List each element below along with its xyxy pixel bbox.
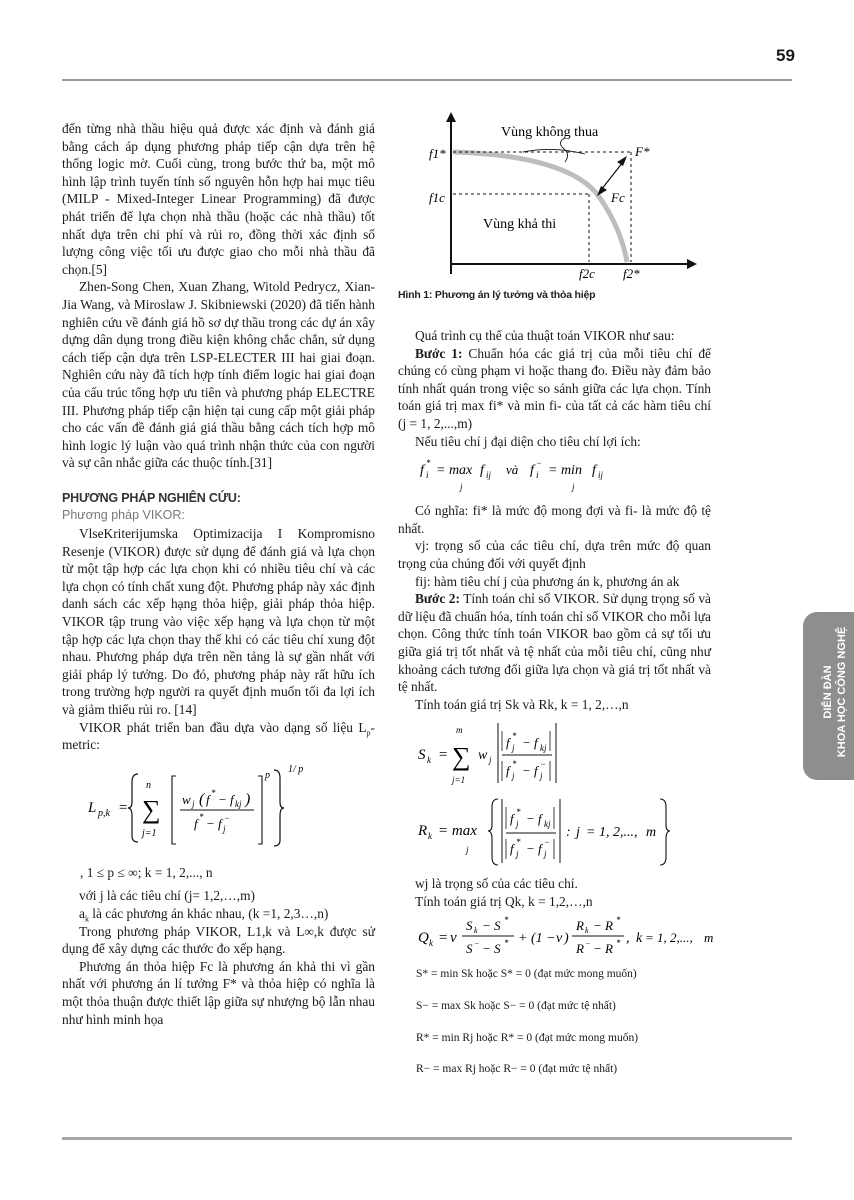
svg-text:(: ( (199, 790, 205, 808)
svg-text:1/ p: 1/ p (288, 763, 304, 775)
svg-text:*: * (211, 787, 216, 798)
svg-text:p,k: p,k (98, 807, 110, 819)
svg-text:*: * (516, 837, 521, 848)
svg-text:*: * (512, 731, 517, 742)
svg-text:= 1, 2,...,: = 1, 2,..., (586, 825, 638, 841)
left-paragraph-3: VlseKriterijumska Optimizacija I Kompromisno Resenje (VIKOR) được sử dụng để đánh giá và lựa chọn từ một tập hợp các lựa chọn khi có nhiều tiêu chí và các lựa chọn có tính chất xung đột. Phương pháp này xác định danh sách các xếp hạng thỏa hiệp, giải pháp thỏa hiệp. VIKOR tập trung vào việc xếp hạng và lựa chọn từ một tập hợp các lựa chọn thay thế khi có các tiêu chí xung đột nhau. Phương pháp dựa trên nền tảng là sự gần nhất với giải pháp lý tưởng. Do đó, phương pháp này rất hữu ích trong trường hợp người ra quyết định muốn tối đa lợi ích và giảm thiểu rủi ro. [14] (62, 526, 375, 717)
svg-text:w: w (182, 791, 191, 807)
svg-text:k: k (585, 926, 589, 936)
svg-text:−: − (526, 841, 535, 857)
svg-text:*: * (504, 916, 509, 926)
svg-text:L: L (88, 799, 97, 816)
side-tab-line-1: DIỄN ĐÀN (822, 665, 834, 719)
q-formula-svg (416, 916, 716, 960)
svg-text:j: j (192, 798, 195, 809)
left-paragraph-5: Trong phương pháp VIKOR, L1,k và L∞,k được sử dụng để xây dựng các thước đo xếp hạng. (62, 923, 375, 957)
s-formula-svg (416, 719, 656, 789)
svg-text:j: j (512, 743, 515, 754)
svg-text:v: v (556, 931, 563, 947)
svg-text:−: − (544, 837, 551, 848)
left-paragraph-1: đến từng nhà thầu hiệu quả được xác định và đánh giá bằng cách áp dụng phương pháp tiếp cận dựa trên hệ thống logic mờ. Cuối cùng, trong bước thứ ba, một mô hình lập trình tuyến tính số nguyên hỗn hợp hai mục tiêu (MILP - Mixed-Integer Linear Programming) đã được phát triển để lựa chọn nhà thầu (hoặc các nhà thầu) tốt nhất dựa trên chi phí và rủi ro, đồng thời xác định số lượng công việc tối ưu được giao cho mỗi nhà thầu đã chọn.[5] (62, 121, 375, 277)
svg-text:f: f (592, 463, 596, 479)
svg-text:f: f (530, 463, 534, 479)
svg-text:=: = (438, 930, 449, 947)
svg-text:f: f (538, 841, 542, 857)
svg-text:−: − (540, 759, 547, 770)
criteria-definition: với j là các tiêu chí (j= 1,2,…,m) (79, 888, 256, 904)
svg-text:k: k (428, 831, 432, 842)
svg-text:m: m (646, 825, 657, 841)
side-section-tab (803, 612, 854, 780)
svg-text:): ) (564, 931, 569, 947)
svg-text:f: f (218, 815, 222, 831)
label-feasible-region: Vùng khả thi (483, 217, 557, 232)
svg-text:w: w (478, 748, 488, 764)
side-tab-line-2: KHOA HỌC CÔNG NGHỆ (836, 626, 848, 758)
svg-text:n: n (146, 779, 151, 791)
svg-text:j=1: j=1 (452, 775, 466, 786)
right-column (398, 327, 714, 1081)
svg-text:j: j (223, 823, 226, 834)
left-column (62, 120, 375, 1028)
svg-text:= min: = min (548, 463, 582, 479)
svg-text:+ (1 −: + (1 − (518, 931, 556, 947)
svg-text:j: j (512, 771, 515, 782)
s-minus-definition: S− = max Sk hoặc S− = 0 (đạt mức tệ nhất) (416, 1000, 616, 1013)
lp-metric-formula (62, 760, 375, 856)
svg-text:v: v (450, 930, 457, 947)
lp-metric-svg (84, 760, 364, 856)
svg-text:f: f (194, 815, 198, 831)
svg-text:k: k (429, 938, 433, 949)
svg-text:*: * (199, 811, 204, 822)
svg-text:ij: ij (486, 470, 492, 481)
svg-text:−: − (474, 939, 480, 949)
r-star-definition: R* = min Rj hoặc R* = 0 (đạt mức mong muốn) (416, 1031, 639, 1044)
svg-text:S: S (466, 941, 473, 957)
criterion-function-note: fij: hàm tiêu chí j của phương án k, phương án ak (415, 573, 680, 589)
svg-text:f: f (480, 463, 484, 479)
svg-text:*: * (426, 458, 431, 469)
weight-definition: wj là trọng số của các tiêu chí. (415, 876, 578, 892)
label-f1-c: f1c (429, 190, 445, 205)
svg-text:j: j (516, 819, 519, 830)
svg-text:m: m (456, 725, 463, 736)
svg-text:Q: Q (418, 930, 429, 947)
svg-text:R: R (418, 823, 428, 840)
page-number: 59 (776, 46, 795, 65)
svg-text:j: j (466, 845, 469, 856)
benefit-criteria-note: Nếu tiêu chí j đại diện cho tiêu chí lợi ích: (415, 433, 641, 449)
figure-caption: Hình 1: Phương án lý tưởng và thỏa hiệp (398, 289, 596, 301)
svg-text:= 1, 2,...,: = 1, 2,..., (645, 930, 693, 946)
svg-text:k: k (636, 931, 643, 947)
svg-text:*: * (616, 938, 621, 949)
label-non-dominated: Vùng không thua (501, 125, 599, 140)
r-formula (398, 795, 711, 869)
compute-s-r: Tính toán giá trị Sk và Rk, k = 1, 2,…,n (415, 696, 629, 712)
svg-text:j: j (516, 849, 519, 860)
svg-text:j: j (460, 482, 463, 493)
svg-text:− R: − R (593, 941, 613, 957)
svg-text:j: j (540, 771, 543, 782)
svg-text:S: S (466, 918, 473, 934)
svg-text::: : (566, 825, 571, 841)
svg-text:f: f (534, 763, 538, 779)
svg-text:−: − (536, 458, 543, 469)
label-f1-star: f1* (429, 146, 446, 161)
svg-text:= max: = max (438, 823, 477, 840)
top-rule (62, 79, 792, 81)
label-f2-c: f2c (579, 266, 595, 281)
svg-text:kj: kj (544, 819, 551, 830)
svg-text:f: f (420, 463, 424, 479)
r-minus-definition: R− = max Rj hoặc R− = 0 (đạt mức tệ nhất) (416, 1063, 618, 1076)
svg-text:−: − (526, 811, 535, 827)
svg-text:−: − (224, 812, 231, 823)
svg-text:f: f (506, 763, 510, 779)
svg-text:i: i (536, 470, 539, 481)
svg-text:− S: − S (482, 941, 501, 957)
svg-text:ij: ij (598, 470, 604, 481)
lp-condition: , 1 ≤ p ≤ ∞; k = 1, 2,..., n (80, 864, 213, 880)
meaning-note: Có nghĩa: fi* là mức độ mong đợi và fi- là mức độ tệ nhất. (398, 503, 711, 536)
ideal-values-svg (418, 456, 678, 496)
svg-text:): ) (245, 790, 251, 808)
svg-text:kj: kj (235, 798, 242, 809)
svg-text:=: = (118, 799, 129, 816)
s-formula (398, 719, 711, 789)
svg-text:− S: − S (482, 918, 501, 934)
svg-text:kj: kj (540, 743, 547, 754)
left-paragraph-6: Phương án thỏa hiệp Fc là phương án khả thi vì gần nhất với phương án lí tưởng F* và thỏa hiệp có nghĩa là một thỏa thuận được thiết lập giữa sự nhượng bộ lẫn nhau như hình minh họa (62, 958, 375, 1027)
right-paragraph-intro: Quá trình cụ thể của thuật toán VIKOR như sau: (415, 328, 675, 343)
q-formula (398, 916, 714, 960)
ideal-values-formula (398, 456, 711, 496)
svg-text:f: f (206, 791, 210, 807)
weight-note: vj: trọng số của các tiêu chí, dựa trên mức độ quan trọng của chúng đối với quyết định (398, 538, 711, 571)
svg-text:f: f (506, 735, 510, 751)
svg-text:k: k (427, 755, 431, 766)
svg-text:i: i (426, 470, 429, 481)
svg-text:− R: − R (593, 918, 613, 934)
section-heading: PHƯƠNG PHÁP NGHIÊN CỨU: (62, 490, 241, 505)
svg-text:p: p (265, 769, 270, 781)
svg-text:−: − (218, 791, 227, 807)
left-paragraph-2: Zhen-Song Chen, Xuan Zhang, Witold Pedrycz, Xian-Jia Wang, và Miroslaw J. Skibniewski (2020) đã tiến hành nghiên cứu về đánh giá hồ sơ dự thầu trong các dự án xây dựng dân dụng trong điều kiện không chắc chắn, sử dụng cách tiếp cận dựa trên LSP-ELECTER III hai giai đoạn. Nghiên cứu này đã tích hợp tính điểm logic hai giai đoạn của cấu trúc tổng hợp ưu tiên và phương pháp ELECTRE III. Phương pháp tiếp cận hiện tại cung cấp một giải pháp cho các vấn đề đánh giá giá thầu bằng cách tích hợp mô hình logic lý luận vào quá trình nhận thức của con người và sự cân nhắc giữa các thuộc tính.[31] (62, 279, 375, 471)
svg-text:*: * (504, 938, 509, 949)
svg-text:j: j (572, 482, 575, 493)
svg-text:∑: ∑ (452, 742, 471, 772)
svg-text:*: * (516, 807, 521, 818)
svg-text:f: f (538, 811, 542, 827)
svg-text:−: − (206, 815, 215, 831)
label-compromise-point: Fc (611, 190, 625, 205)
svg-text:−: − (585, 939, 591, 949)
svg-text:,: , (626, 931, 630, 947)
r-formula-svg (416, 795, 706, 869)
figure-svg (405, 110, 705, 282)
svg-text:= max: = max (436, 463, 473, 479)
svg-text:∑: ∑ (142, 794, 161, 824)
svg-text:*: * (616, 916, 621, 926)
svg-text:f: f (510, 841, 514, 857)
figure-ideal-compromise (405, 110, 705, 287)
left-paragraph-4: VIKOR phát triển ban đầu dựa vào dạng số liệu $L_p$-metric: (62, 719, 375, 753)
svg-text:=: = (438, 747, 449, 764)
label-ideal-point: F* (635, 144, 650, 159)
section-subheading: Phương pháp VIKOR: (62, 508, 185, 523)
svg-text:f: f (534, 735, 538, 751)
svg-text:R: R (576, 918, 584, 934)
svg-text:f: f (230, 791, 234, 807)
svg-text:*: * (512, 759, 517, 770)
svg-text:m: m (704, 930, 714, 946)
svg-text:và: và (506, 462, 519, 478)
svg-text:j: j (544, 849, 547, 860)
step-2: Bước 2: Tính toán chỉ số VIKOR. Sử dụng trọng số và dữ liệu đã chuẩn hóa, tính toán chỉ số VIKOR cho mỗi lựa chọn. Công thức tính toán VIKOR bao gồm cả sự tối ưu giữa giá trị tốt nhất và tệ nhất của mỗi tiêu chí, cũng như khoảng cách tương đối giữa lựa chọn và giá trị tốt nhất và tệ nhất. (398, 591, 711, 695)
bottom-rule (62, 1137, 792, 1140)
svg-text:j: j (576, 825, 580, 841)
svg-text:−: − (522, 735, 531, 751)
svg-text:−: − (522, 763, 531, 779)
alternatives-definition: $a_k$ là các phương án khác nhau, (k =1, 2,3…,n) (79, 905, 329, 924)
svg-text:R: R (576, 941, 584, 957)
svg-text:j: j (489, 755, 492, 766)
svg-text:f: f (510, 811, 514, 827)
s-star-definition: S* = min Sk hoặc S* = 0 (đạt mức mong muốn) (416, 968, 637, 981)
svg-text:j=1: j=1 (142, 827, 157, 839)
step-1: Bước 1: Chuẩn hóa các giá trị của mỗi tiêu chí để chúng có cùng phạm vi hoặc thang đo. Điều này đảm bảo tính nhất quán trong việc so sánh giữa các lựa chọn. Tính toán giá trị max fi* và min fi- của tất cả các hàm tiêu chí (j = 1, 2,...,m) (398, 345, 711, 431)
compute-q: Tính toán giá trị Qk, k = 1,2,…,n (415, 893, 593, 909)
label-f2-star: f2* (623, 266, 640, 281)
svg-text:S: S (418, 747, 426, 764)
svg-text:k: k (474, 926, 478, 936)
